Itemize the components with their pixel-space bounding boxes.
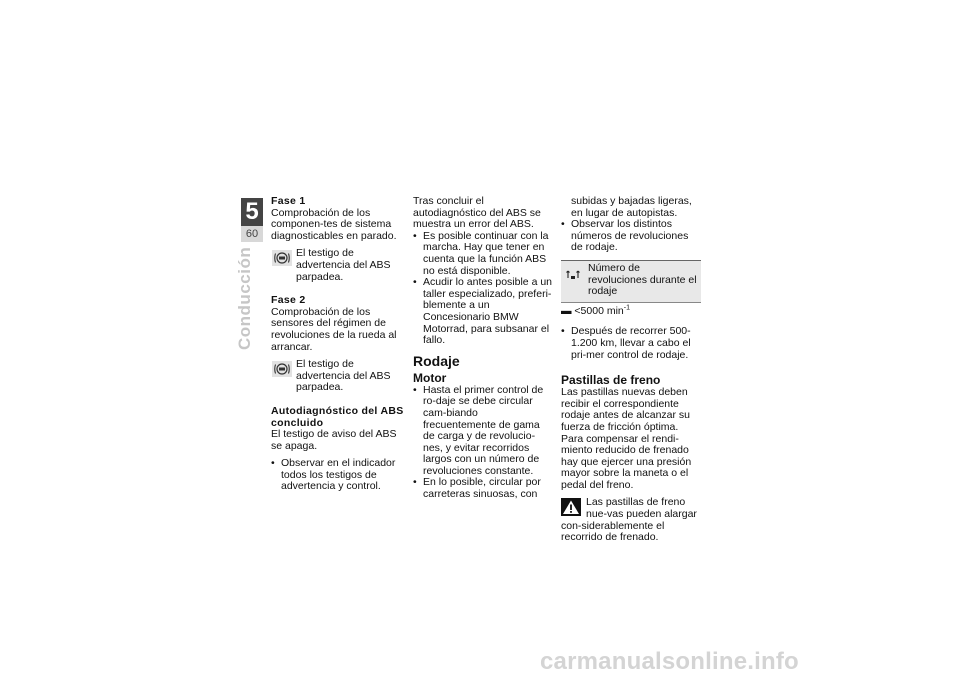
brake-warning-note: [561, 497, 701, 543]
column-1: [271, 196, 407, 493]
engine-speed-icon: [566, 267, 580, 281]
abs-concluido-text: El testigo de aviso del ABS se apaga.: [271, 428, 397, 452]
chapter-title: Conducción: [235, 246, 254, 350]
abs-warning-light-icon: [272, 250, 292, 266]
list-item: • Es posible continuar con la marcha. Hay que tener en cuenta que la función ABS no está disponible.: [413, 231, 552, 277]
rpm-unit-exponent: -1: [623, 304, 630, 312]
list-item: • Acudir lo antes posible a un taller especializado, preferi-blemente a un Concesionario BMW Motorrad, para subsanar el fallo.: [413, 277, 552, 347]
column-2: [413, 196, 552, 501]
rodaje-heading: Rodaje: [413, 352, 460, 369]
chapter-title-vertical: [225, 246, 265, 350]
motor-heading: Motor: [413, 370, 447, 385]
list-item: • En lo posible, circular por carreteras sinuosas, con: [413, 477, 552, 500]
page-number: 60: [241, 226, 263, 242]
chapter-number: 5: [241, 198, 263, 226]
brake-warning-text: Las pastillas de freno nue-vas pueden alargar con-siderablemente el recorrido de frenado.: [561, 496, 697, 544]
column-3: [561, 196, 701, 544]
rpm-dash-icon: ▬: [561, 304, 572, 317]
list-item: • Observar los distintos números de revoluciones de rodaje.: [561, 219, 701, 254]
fase1-note: [271, 248, 407, 283]
fase1-heading: Fase 1: [271, 195, 306, 207]
rpm-box-value: [561, 302, 701, 321]
rpm-box-title: Número de revoluciones durante el rodaje: [588, 261, 697, 298]
rpm-value: <5000 min: [574, 304, 624, 317]
abs-error-intro: Tras concluir el autodiagnóstico del ABS se muestra un error del ABS.: [413, 195, 541, 231]
pastillas-text: Las pastillas nuevas deben recibir el correspondiente rodaje antes de alcanzar su fuerza de fricción óptima. Para compensar el rendi-miento reducido de frenado hay que ejercer una presión mayor sobre la maneta o el pedal del freno.: [561, 386, 692, 491]
list-item: • Después de recorrer 500-1.200 km, llevar a cabo el pri-mer control de rodaje.: [561, 326, 701, 361]
fase2-note-text: El testigo de advertencia del ABS parpadea.: [296, 358, 391, 394]
fase1-note-text: El testigo de advertencia del ABS parpadea.: [296, 247, 391, 283]
fase1-text: Comprobación de los componen-tes de sistema diagnosticables en parado.: [271, 206, 397, 242]
fase2-note: [271, 359, 407, 394]
abs-concluido-heading: Autodiagnóstico del ABS concluido: [271, 404, 404, 429]
watermark: carmanualsonline.info: [540, 648, 799, 675]
pastillas-heading: Pastillas de freno: [561, 373, 661, 388]
fase2-heading: Fase 2: [271, 294, 306, 307]
abs-warning-light-icon: [272, 361, 292, 377]
warning-triangle-icon: [561, 498, 581, 516]
rpm-info-box: [561, 260, 701, 320]
fase2-text: Comprobación de los sensores del régimen de revoluciones de la rueda al arrancar.: [271, 305, 397, 353]
continued-text: subidas y bajadas ligeras, en lugar de autopistas.: [571, 195, 692, 219]
list-item: • Hasta el primer control de ro-daje se debe circular cam-biando frecuentemente de gama de carga y de revolucio-nes, y evitar recorridos largos con un número de revoluciones constante.: [413, 385, 552, 478]
list-item: • Observar en el indicador todos los testigos de advertencia y control.: [271, 458, 407, 493]
